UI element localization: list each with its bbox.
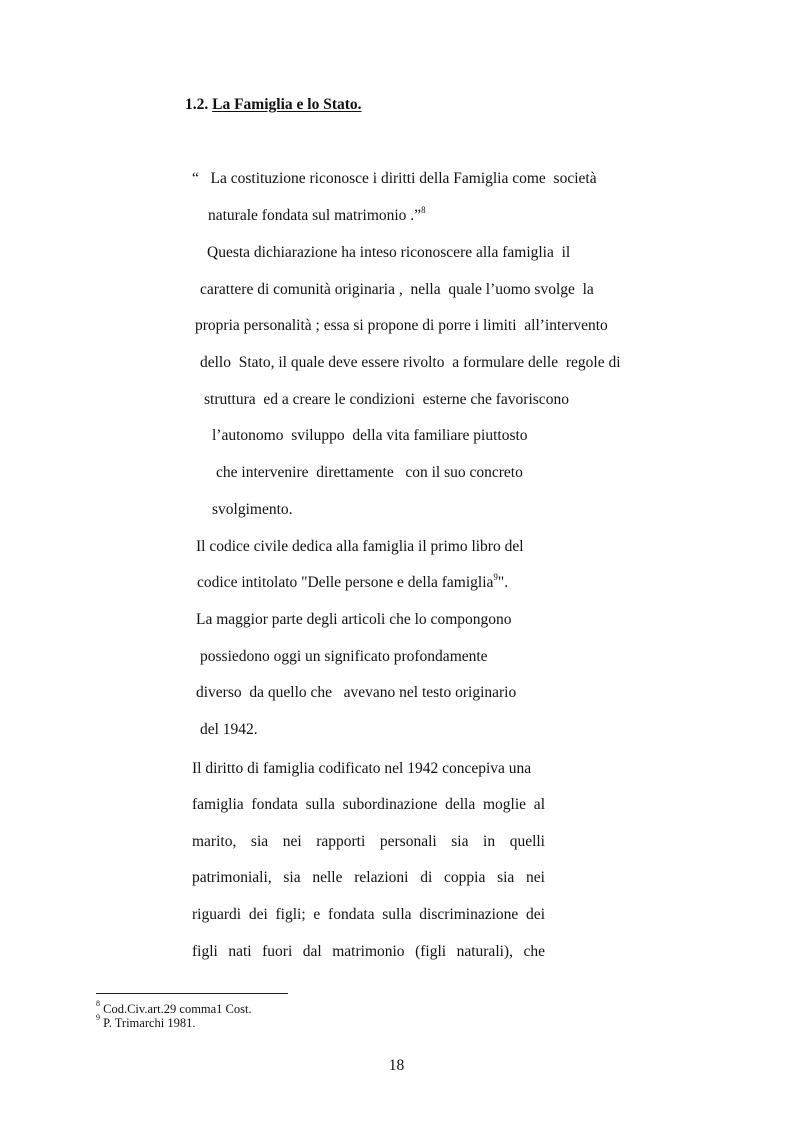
body-line-justified: patrimoniali, sia nelle relazioni di coppia sia nei — [192, 869, 545, 886]
body-line-justified: riguardi dei figli; e fondata sulla discriminazione dei — [192, 906, 545, 923]
section-title: La Famiglia e lo Stato. — [212, 96, 362, 113]
footnote-number: 8 — [96, 998, 100, 1008]
body-line — [197, 573, 508, 593]
body-line: “ La costituzione riconosce i diritti della Famiglia come società — [192, 170, 597, 187]
body-text: ". — [497, 574, 509, 591]
footnote-ref: 9 — [493, 571, 498, 582]
footnote-text: P. Trimarchi 1981. — [103, 1016, 196, 1030]
footnote-text: Cod.Civ.art.29 comma1 Cost. — [103, 1002, 252, 1016]
body-line: Questa dichiarazione ha inteso riconoscere alla famiglia il — [207, 244, 571, 261]
body-line — [208, 206, 426, 226]
body-line: svolgimento. — [212, 501, 293, 518]
body-line: Il codice civile dedica alla famiglia il primo libro del — [196, 538, 524, 555]
body-line: del 1942. — [200, 721, 258, 738]
footnote-ref: 8 — [421, 204, 426, 215]
body-text: codice intitolato "Delle persone e della famiglia — [197, 574, 494, 591]
body-line: struttura ed a creare le condizioni esterne che favoriscono — [204, 391, 569, 408]
body-text: naturale fondata sul matrimonio .” — [208, 207, 422, 224]
body-line: carattere di comunità originaria , nella quale l’uomo svolge la — [200, 281, 594, 298]
body-line: La maggior parte degli articoli che lo compongono — [196, 611, 512, 628]
body-line: Il diritto di famiglia codificato nel 1942 concepiva una — [192, 760, 532, 777]
page-number: 18 — [388, 1057, 405, 1074]
section-number: 1.2. — [185, 96, 209, 113]
footnote — [96, 998, 252, 1017]
body-line: dello Stato, il quale deve essere rivolto a formulare delle regole di — [200, 354, 621, 371]
footnote-separator — [96, 993, 288, 994]
body-line-justified: marito, sia nei rapporti personali sia in quelli — [192, 833, 545, 850]
section-heading — [185, 96, 362, 114]
body-line: propria personalità ; essa si propone di porre i limiti all’intervento — [195, 317, 608, 334]
body-line: l’autonomo sviluppo della vita familiare piuttosto — [212, 427, 528, 444]
body-line: possiedono oggi un significato profondamente — [200, 648, 488, 665]
footnote-number: 9 — [96, 1012, 100, 1022]
body-line-justified: famiglia fondata sulla subordinazione della moglie al — [192, 796, 545, 813]
body-line: diverso da quello che avevano nel testo originario — [196, 684, 517, 701]
body-line-justified: figli nati fuori dal matrimonio (figli naturali), che — [192, 943, 545, 960]
body-line: che intervenire direttamente con il suo concreto — [216, 464, 523, 481]
footnote — [96, 1012, 196, 1031]
